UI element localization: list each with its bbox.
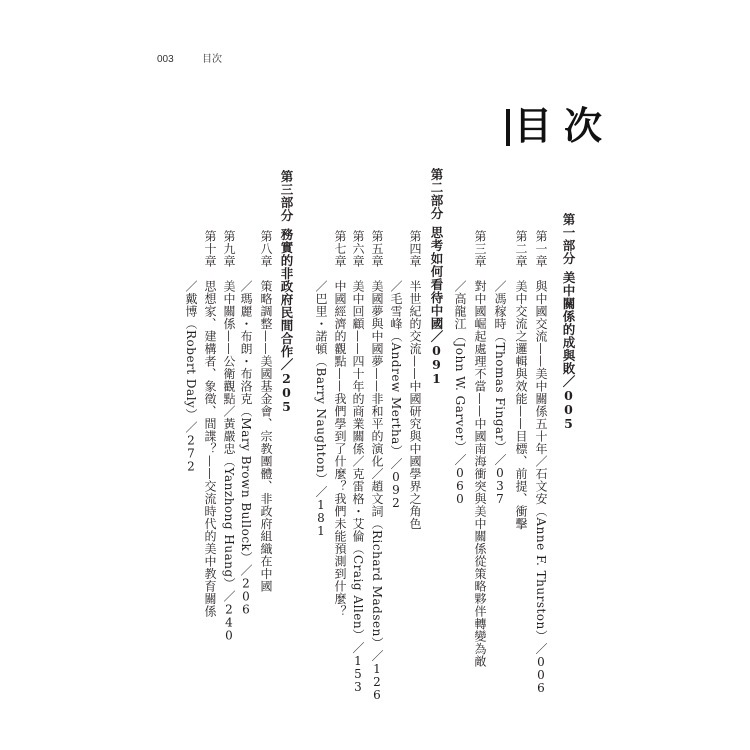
chapter-byline	[493, 280, 506, 505]
chapter-page: 206	[239, 576, 253, 616]
separator: ／	[351, 455, 365, 468]
separator: ／	[222, 405, 236, 418]
chapter-label: 第五章	[370, 230, 384, 268]
chapter-label: 第十章	[203, 230, 217, 268]
separator: ／	[184, 280, 198, 293]
chapter-page: 272	[184, 433, 198, 473]
chapter-author: 趙文詞（Richard Madsen）	[370, 480, 384, 650]
chapter-line	[370, 280, 383, 701]
chapter-line	[351, 280, 364, 693]
header-running-title: 目次	[202, 54, 222, 65]
part-page: 205	[279, 371, 294, 413]
chapter-title: 美中回顧——四十年的商業關係	[351, 280, 365, 455]
chapter-author: 黃嚴忠（Yanzhong Huang）	[222, 417, 236, 591]
part-heading	[280, 228, 293, 413]
part-title: 務實的非政府民間合作	[279, 228, 294, 358]
separator: ／	[534, 642, 548, 655]
chapter-page: 126	[370, 661, 384, 701]
separator: ／	[222, 590, 236, 603]
chapter-author: 瑪麗・布朗・布洛克（Mary Brown Bullock）	[239, 292, 253, 564]
separator: ／	[561, 375, 576, 388]
chapter-author: 石文安（Anne F. Thurston）	[534, 467, 548, 643]
chapter-label: 第三章	[473, 230, 487, 268]
page-title: 目次	[514, 103, 615, 148]
part-heading	[562, 271, 575, 430]
chapter-label: 第七章	[333, 230, 347, 268]
separator: ／	[351, 641, 365, 655]
separator: ／	[453, 453, 467, 466]
chapter-title: 中國經濟的觀點——我們學到了什麼？我們未能預測到什麼？	[333, 280, 347, 618]
part-heading	[430, 226, 443, 385]
separator: ／	[314, 280, 328, 293]
separator: ／	[534, 455, 548, 468]
chapter-line	[534, 280, 547, 694]
chapter-page: 037	[493, 465, 507, 505]
chapter-byline	[453, 280, 466, 505]
chapter-label: 第二章	[514, 230, 528, 268]
chapter-author: 馮稼時（Thomas Fingar）	[493, 292, 507, 454]
chapter-label: 第六章	[351, 230, 365, 268]
chapter-author: 毛雪峰（Andrew Mertha）	[389, 292, 403, 458]
chapter-title: 思想家、建構者、象徵、間諜？——交流時代的美中教育關係	[203, 280, 217, 618]
chapter-author: 戴博（Robert Daly）	[184, 292, 198, 421]
chapter-title: 策略調整——美國基金會、宗教團體、非政府組織在中國	[259, 280, 273, 593]
separator: ／	[493, 280, 507, 293]
chapter-title: 美中關係——公衛觀點	[222, 280, 236, 405]
separator: ／	[314, 485, 328, 499]
chapter-page: 092	[389, 469, 403, 509]
chapter-label: 第四章	[408, 230, 422, 268]
separator: ／	[453, 280, 467, 293]
chapter-page: 060	[453, 465, 467, 505]
chapter-author: 克雷格・艾倫（Craig Allen）	[351, 467, 365, 642]
separator: ／	[239, 563, 253, 577]
part-label: 第三部分	[279, 170, 294, 222]
separator: ／	[279, 358, 294, 371]
chapter-label: 第一章	[534, 230, 548, 268]
chapter-author: 高龍江（John W. Garver）	[453, 292, 467, 454]
chapter-title: 美國夢與中國夢——非和平的演化	[370, 280, 384, 468]
chapter-author: 巴里・諾頓（Barry Naughton）	[314, 292, 328, 486]
header-page-number: 003	[157, 54, 174, 65]
separator: ／	[184, 420, 198, 434]
part-page: 005	[561, 388, 576, 430]
chapter-byline	[314, 280, 327, 537]
separator: ／	[370, 649, 384, 662]
separator: ／	[429, 330, 444, 343]
part-page: 091	[429, 343, 444, 385]
chapter-label: 第九章	[222, 230, 236, 268]
separator: ／	[389, 457, 403, 470]
chapter-line	[222, 280, 235, 642]
part-label: 第一部分	[561, 213, 576, 265]
separator: ／	[239, 280, 253, 293]
title-rule	[506, 109, 510, 146]
chapter-title: 美中交流之邏輯與效能——目標、前提、衝擊	[514, 280, 528, 530]
part-title: 美中關係的成與敗	[561, 271, 576, 375]
part-title: 思考如何看待中國	[429, 226, 444, 330]
chapter-page: 006	[534, 654, 548, 694]
separator: ／	[493, 453, 507, 466]
chapter-page: 181	[314, 498, 328, 538]
chapter-page: 153	[351, 654, 365, 694]
part-label: 第二部分	[429, 168, 444, 220]
chapter-label: 第八章	[259, 230, 273, 268]
chapter-title: 半世紀的交流——中國研究與中國學界之角色	[408, 280, 422, 530]
chapter-byline	[239, 280, 252, 615]
chapter-byline	[184, 280, 197, 472]
chapter-title: 與中國交流——美中關係五十年	[534, 280, 548, 455]
separator: ／	[389, 280, 403, 293]
separator: ／	[370, 467, 384, 480]
chapter-page: 240	[222, 602, 236, 642]
chapter-byline	[389, 280, 402, 509]
chapter-title: 對中國崛起處理不當——中國南海衝突與美中關係從策略夥伴轉變為敵	[473, 280, 487, 668]
